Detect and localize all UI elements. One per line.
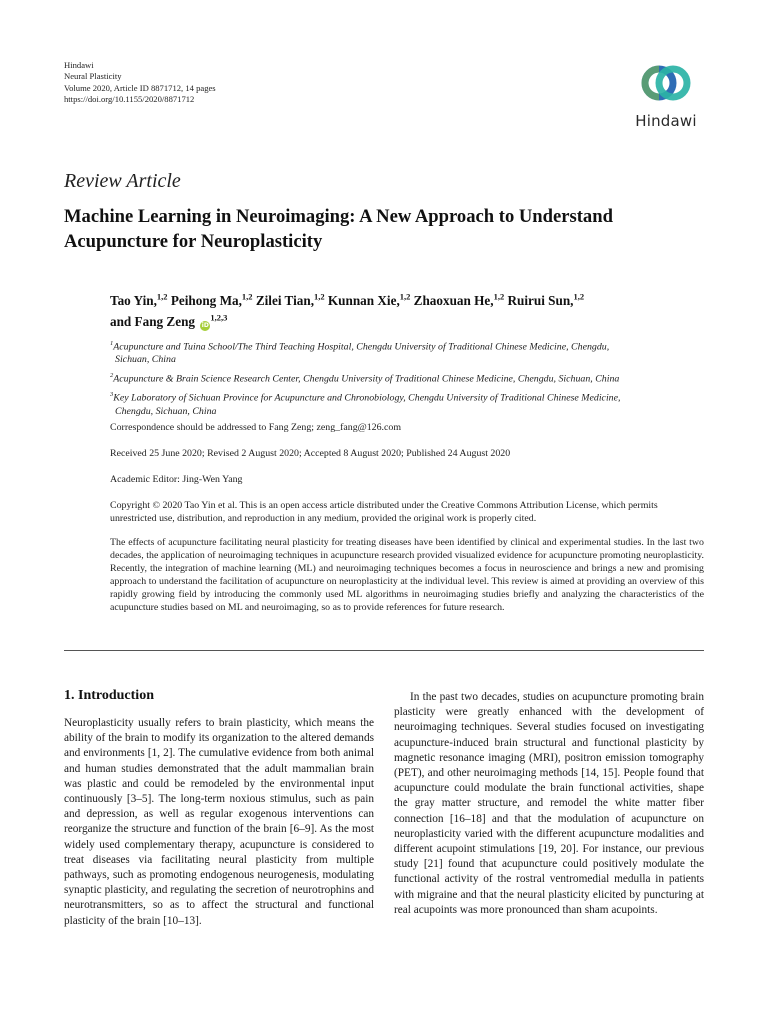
author[interactable]: Zilei Tian,$^{1,2}$ xyxy=(255,291,325,308)
abstract: The effects of acupuncture facilitating neural plasticity for treating diseases have been identified by clinical and experimental studies. In the last two decades, the application of neuroimaging techniques in acupuncture research provided visualized evidence for acupuncture promoting neuroplasticity. Recently, the integration of machine learning (ML) and neuroimaging techniques becomes a focus in neuroscience and brings a new and promising approach to understand the facilitation of acupuncture on neuroplasticity at the individual level. This review is aimed at providing an overview of this rapidly growing field by introducing the commonly used ML algorithms in neuroimaging studies briefly and analyzing the characteristics of the acupuncture studies based on ML and neuroimaging, so as to provide references for future research. xyxy=(110,537,704,613)
body-paragraph: Neuroplasticity usually refers to brain plasticity, which means the ability of the brain to modify its organization to the altered demands and environments [1, 2]. The cumulative evidence from both animal and human studies demonstrated that the adult mammalian brain was plastic and could be remodeled by the environmental input continuously [3–5]. The long-term noxious stimulus, such as pain and depression, as well as regular exogenous interventions can reorganize the structure and function of the brain [6–9]. As the most widely used complementary therapy, acupuncture is considered to treat diseases via facilitating neural plasticity from multiple pathways, such as promoting endogenous neurogenesis, modulating synaptic plasticity, and regulating the secretion of neurotrophins and neurotransmitters, so as to affect the structural and functional plasticity of the brain [10–13]. xyxy=(64,717,374,927)
journal-meta xyxy=(64,60,216,106)
volume-info: Volume 2020, Article ID 8871712, 14 pages xyxy=(64,82,216,93)
affiliation-item: $^3$Key Laboratory of Sichuan Province for Acupuncture and Chronobiology, Chengdu University of Traditional Chinese Medicine, Chengdu, Sichuan, China xyxy=(110,391,621,417)
author[interactable]: Tao Yin,$^{1,2}$ xyxy=(110,291,168,308)
body-paragraph: In the past two decades, studies on acupuncture promoting brain plasticity were greatly enhanced with the development of neuroimaging techniques. Several studies focused on investigating acupuncture-induced brain structural and functional plasticity by magnetic resonance imaging (MRI), positron emission tomography (PET), and other neuroimaging methods [14, 15]. People found that acupuncture could modulate the brain functional activities, shape the gray matter structure, and remodel the white matter fiber connection [16–18] and that the modulation of acupuncture on neuroplasticity varied with the different acupuncture modalities and different acupoint stimulations [19, 20]. For instance, our previous study [21] found that acupuncture could positively modulate the functional activity of the rostral ventromedial medulla in patients with migraine and that the neural plasticity elicited by puncturing at real acupoints was more pronounced than sham acupoints. xyxy=(394,691,704,916)
paper-title: Machine Learning in Neuroimaging: A New Approach to Understand Acupuncture for Neuroplasticity xyxy=(64,206,613,252)
affiliation-item: $^2$Acupuncture & Brain Science Research Center, Chengdu University of Traditional Chinese Medicine, Chengdu, Sichuan, China xyxy=(110,372,620,385)
correspondence: Correspondence should be addressed to Fang Zeng; zeng_fang@126.com xyxy=(110,422,402,433)
hindawi-logo xyxy=(628,58,704,134)
body-column-left xyxy=(64,716,374,929)
author[interactable]: Kunnan Xie,$^{1,2}$ xyxy=(327,291,411,308)
orcid-icon[interactable]: iD xyxy=(201,322,209,329)
affiliation-item: $^1$Acupuncture and Tuina School/The Third Teaching Hospital, Chengdu University of Traditional Chinese Medicine, Chengdu, Sichuan, China xyxy=(110,340,610,366)
academic-editor: Academic Editor: Jing-Wen Yang xyxy=(110,474,243,485)
publication-dates: Received 25 June 2020; Revised 2 August 2020; Accepted 8 August 2020; Published 24 August 2020 xyxy=(110,448,511,459)
author[interactable]: Ruirui Sun,$^{1,2}$ xyxy=(507,291,585,308)
section-heading: 1. Introduction xyxy=(64,688,154,703)
article-type: Review Article xyxy=(64,170,181,192)
author-list: Tao Yin,$^{1,2}$ Peihong Ma,$^{1,2}$ Zilei Tian,$^{1,2}$ Kunnan Xie,$^{1,2}$ Zhaoxuan He,$^{1,2}$ Ruirui Sun,$^{1,2}$ and Fang Zeng iD$^{1,2,3}$ xyxy=(110,291,585,329)
publisher-name: Hindawi xyxy=(64,60,94,70)
author[interactable]: Zhaoxuan He,$^{1,2}$ xyxy=(413,291,505,308)
affiliations xyxy=(110,338,700,421)
copyright-notice: Copyright © 2020 Tao Yin et al. This is an open access article distributed under the Creative Commons Attribution License, which permits unrestricted use, distribution, and reproduction in any medium, provided the original work is properly cited. xyxy=(110,500,658,524)
doi-link[interactable]: https://doi.org/10.1155/2020/8871712 xyxy=(64,94,195,105)
author[interactable]: and Fang Zeng xyxy=(110,314,196,329)
author[interactable]: Peihong Ma,$^{1,2}$ xyxy=(170,291,253,308)
journal-name: Neural Plasticity xyxy=(64,71,122,82)
section-divider xyxy=(64,650,704,651)
hindawi-logo-icon xyxy=(640,58,692,108)
hindawi-wordmark: Hindawi xyxy=(635,112,697,130)
body-column-right xyxy=(394,690,704,918)
